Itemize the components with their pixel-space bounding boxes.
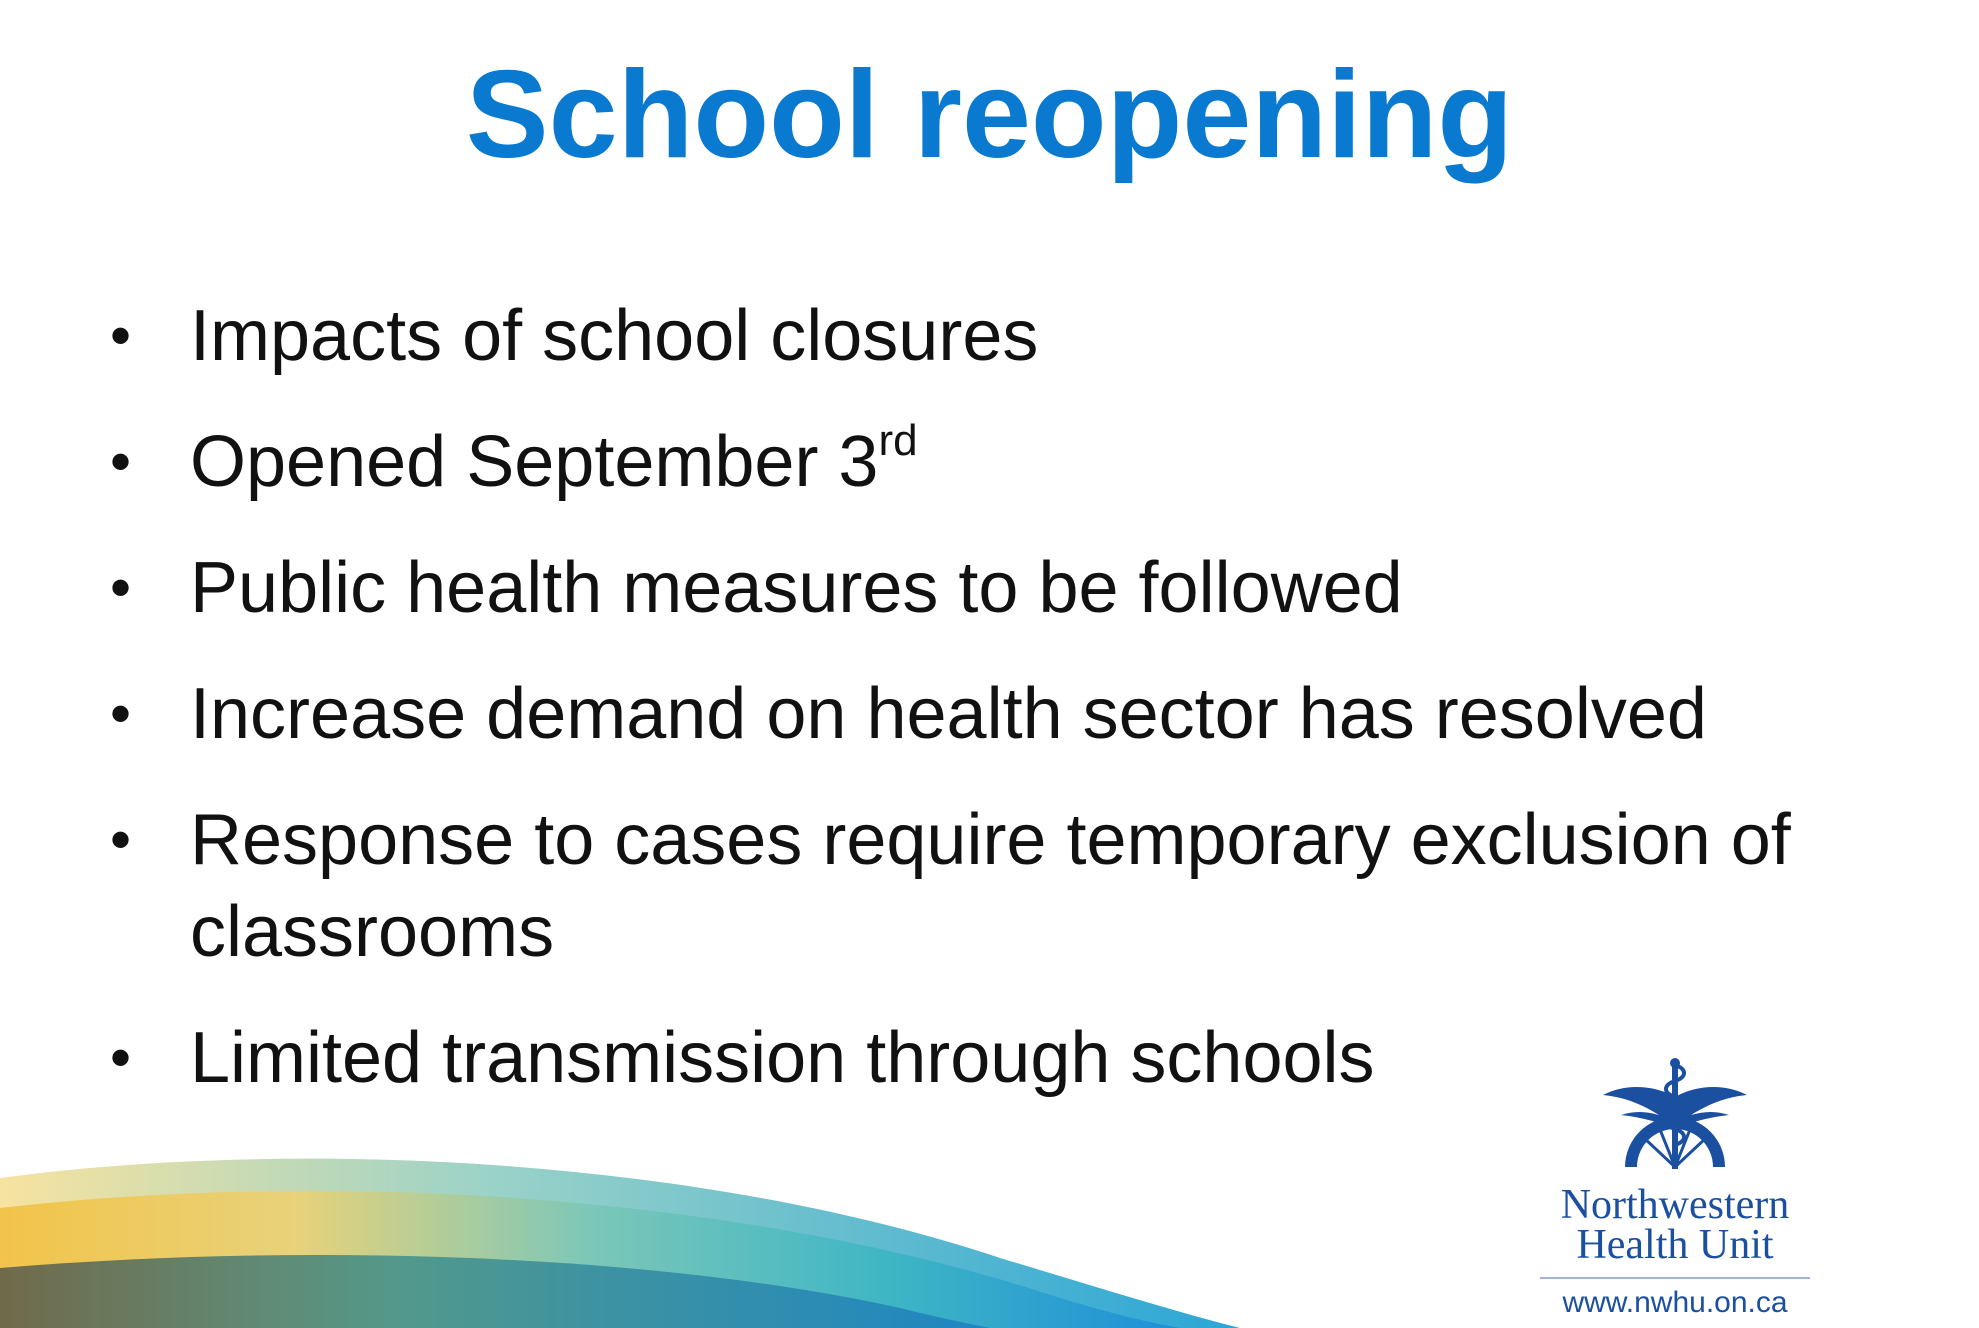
bullet-dot: • — [110, 428, 132, 495]
bullet-text: Response to cases require temporary exclusion of classrooms — [190, 800, 1791, 972]
slide-title: School reopening — [465, 46, 1514, 184]
logo — [1530, 1055, 1820, 1325]
bullet-text: Opened September 3 — [190, 422, 879, 502]
bullet-dot: • — [110, 806, 132, 873]
bullet-list — [110, 290, 1890, 1138]
bullet-dot: • — [110, 1024, 132, 1091]
bullet-item — [110, 794, 1890, 978]
logo-divider — [1540, 1277, 1810, 1279]
bullet-item — [110, 668, 1890, 760]
logo-url: www.nwhu.on.ca — [1562, 1286, 1788, 1319]
logo-name-line2: Health Unit — [1576, 1222, 1774, 1268]
bullet-dot: • — [110, 554, 132, 621]
bullet-dot: • — [110, 680, 132, 747]
bullet-item — [110, 416, 1890, 508]
caduceus-compass-icon — [1585, 1055, 1765, 1175]
bullet-text: Impacts of school closures — [190, 296, 1039, 376]
bullet-item — [110, 542, 1890, 634]
bullet-superscript: rd — [878, 416, 918, 465]
logo-name-line1: Northwestern — [1560, 1182, 1790, 1228]
logo-name — [1530, 1182, 1820, 1268]
bullet-text: Limited transmission through schools — [190, 1018, 1375, 1098]
bullet-text: Increase demand on health sector has resolved — [190, 674, 1707, 754]
bullet-text: Public health measures to be followed — [190, 548, 1403, 628]
bullet-item — [110, 290, 1890, 382]
bullet-dot: • — [110, 302, 132, 369]
